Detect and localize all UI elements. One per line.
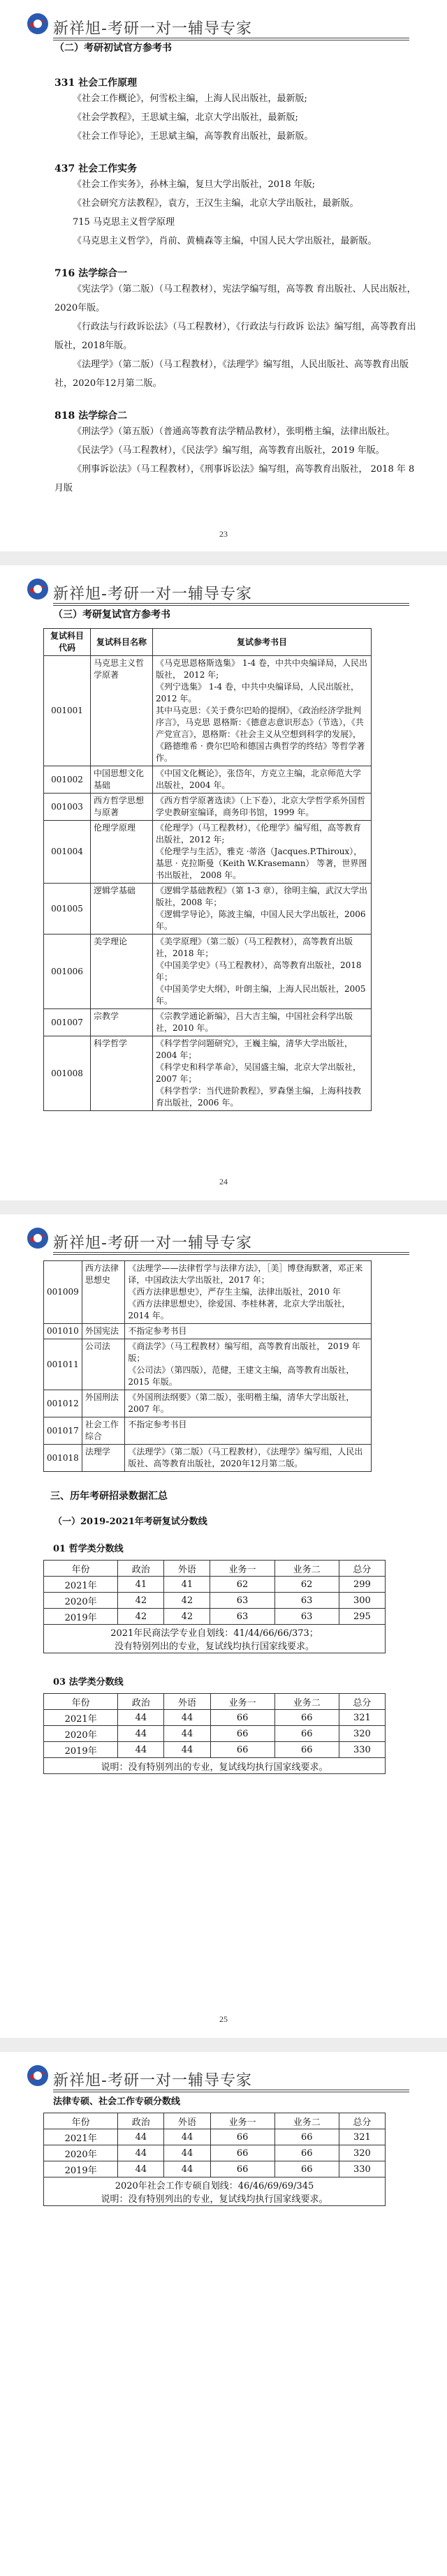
table-row	[44, 2145, 386, 2161]
table-cell: 321	[339, 1710, 385, 1726]
table-cell: 44	[164, 2129, 210, 2145]
table-cell: 66	[210, 1710, 274, 1726]
table-row	[44, 1577, 386, 1593]
table-header: 总分	[339, 2113, 385, 2129]
table-row	[44, 1726, 386, 1742]
subject-code: 001011	[44, 1339, 82, 1390]
table-cell: 63	[210, 1609, 274, 1625]
table-header: 复试科目名称	[91, 629, 153, 656]
table-cell: 320	[339, 2145, 385, 2161]
table-notes-row	[44, 1758, 386, 1774]
table-cell: 44	[118, 1726, 164, 1742]
subject-title: 716 法学综合一	[54, 268, 128, 279]
table-header: 政治	[118, 1561, 164, 1577]
law-score-table	[43, 1693, 386, 1774]
subject-code: 001009	[44, 1261, 82, 1324]
page-26-content	[43, 2094, 393, 2206]
table-title: 01 哲学类分数线	[53, 1544, 124, 1554]
table-row	[44, 1445, 372, 1472]
table-row	[44, 1742, 386, 1758]
header-rule-2	[53, 605, 409, 606]
subject-name: 中国思想文化基础	[91, 766, 153, 794]
table-row	[44, 794, 372, 821]
table-header: 总分	[339, 1694, 385, 1710]
table-cell: 62	[274, 1577, 339, 1593]
page-header	[0, 1214, 447, 1263]
subject-code: 001005	[44, 884, 91, 935]
table-notes-row	[44, 2177, 386, 2206]
table-cell: 299	[339, 1577, 385, 1593]
table-cell: 42	[164, 1593, 210, 1609]
table-cell: 42	[118, 1593, 164, 1609]
subject-name: 科学哲学	[91, 1036, 153, 1111]
table-cell: 2021年	[44, 1577, 118, 1593]
reference-books: 不指定参考书目	[125, 1417, 372, 1445]
table-cell: 66	[274, 1742, 339, 1758]
ref-line: 715 马克思主义哲学原理	[73, 217, 175, 228]
table-cell: 63	[274, 1609, 339, 1625]
subject-code: 001002	[44, 766, 91, 794]
table-header: 复试科目代码	[44, 629, 91, 656]
note-line: 2021年民商法学专业自划线：41/44/66/66/373；	[110, 1628, 318, 1639]
table-cell: 2020年	[44, 1593, 118, 1609]
table-row	[44, 884, 372, 935]
table-cell: 66	[210, 1726, 274, 1742]
table-cell: 44	[164, 2161, 210, 2177]
table-cell: 66	[274, 1726, 339, 1742]
philosophy-score-table	[43, 1560, 386, 1653]
ref-line: 《社会工作实务》，孙林主编，复旦大学出版社，2018 年版;	[73, 179, 316, 190]
table-cell: 2020年	[44, 2145, 118, 2161]
table-cell: 2020年	[44, 1726, 118, 1742]
brand-logo-icon	[27, 13, 49, 35]
page-25-content	[43, 1260, 393, 1774]
table-row	[44, 1390, 372, 1417]
page-23	[0, 0, 447, 551]
table-cell: 44	[164, 1726, 210, 1742]
subject-name: 外国宪法	[82, 1324, 125, 1339]
page-number: 23	[219, 529, 228, 539]
reference-books: 《商法学》（马工程教材）编写组，高等教育出版社， 2019 年版； 《公司法》（第四版），范健，王建文主编，高等教育出版社，2015 年版。	[125, 1339, 372, 1390]
table-row	[44, 1324, 372, 1339]
note-line: 说明：没有特别列出的专业，复试线均执行国家线要求。	[101, 2194, 328, 2205]
table-header: 外语	[164, 1561, 210, 1577]
ref-line: 《刑法学》（第五版）（普通高等教育法学精品教材），张明楷主编，法律出版社。	[73, 426, 395, 437]
table-header: 外语	[164, 1694, 210, 1710]
table-cell: 300	[339, 1593, 385, 1609]
table-cell: 62	[210, 1577, 274, 1593]
ref-line: 《宪法学》（第二版）（马工程教材），宪法学编写组，高等教 育出版社、人民出版社，2020年版。	[54, 284, 416, 313]
subject-name: 公司法	[82, 1339, 125, 1390]
brand-name: 新祥旭-考研一对一辅导专家	[53, 20, 252, 38]
ref-line: 《社会工作概论》，何雪松主编，上海人民出版社，最新版;	[73, 94, 307, 104]
header-rule	[53, 1252, 409, 1253]
subject-name: 外国刑法	[82, 1390, 125, 1417]
brand-name: 新祥旭-考研一对一辅导专家	[53, 586, 252, 603]
reference-books: 《逻辑学基础教程》（第 1-3 章），徐明主编，武汉大学出版社，2008 年； 《逻辑学导论》，陈波主编，中国人民大学出版社，2006 年。	[153, 884, 372, 935]
subject-name: 伦理学原理	[91, 821, 153, 884]
subject-name: 马克思主义哲学原著	[91, 656, 153, 766]
table-title: 03 法学类分数线	[53, 1677, 124, 1688]
table-cell: 63	[274, 1593, 339, 1609]
ref-line: 《社会学教程》，王思斌主编，北京大学出版社，最新版;	[73, 112, 298, 123]
table-row	[44, 2129, 386, 2145]
table-header: 年份	[44, 1561, 118, 1577]
table-row	[44, 935, 372, 1009]
table-cell: 66	[210, 2129, 274, 2145]
reference-books: 《宗教学通论新编》，吕大吉主编，中国社会科学出版社，2010 年。	[153, 1009, 372, 1036]
ref-line: 《刑事诉讼法》（马工程教材），《刑事诉讼法》编写组，高等教育出版社， 2018 年 8 月版	[54, 464, 415, 493]
table-cell: 330	[339, 1742, 385, 1758]
table-cell: 66	[210, 1742, 274, 1758]
table-cell: 44	[118, 2161, 164, 2177]
table-cell: 330	[339, 2161, 385, 2177]
table-header: 政治	[118, 2113, 164, 2129]
ref-line: 《法理学》（第二版）（马工程教材），《法理学》编写组，人民出版社、高等教育出版社，2020年12月第二版。	[54, 359, 409, 389]
table-row	[44, 1710, 386, 1726]
table-cell: 42	[118, 1609, 164, 1625]
table-cell: 2021年	[44, 2129, 118, 2145]
reference-books: 《外国刑法纲要》（第二版），张明楷主编，清华大学出版社，2007 年。	[125, 1390, 372, 1417]
subject-title: 437 社会工作实务	[54, 163, 138, 174]
subject-name: 逻辑学基础	[91, 884, 153, 935]
table-cell: 66	[274, 2145, 339, 2161]
ref-line: 《社会工作导论》，王思斌主编，高等教育出版社，最新版。	[73, 131, 314, 142]
reference-books: 《西方哲学原著选读》（上下卷），北京大学哲学系外国哲学史教研室编译，商务印书馆，1999 年。	[153, 794, 372, 821]
page-24	[0, 565, 447, 1200]
subject-code: 001007	[44, 1009, 91, 1036]
reference-books: 《美学原理》（第二版）（马工程教材），高等教育出版社，2018 年； 《中国美学史》（马工程教材），高等教育出版社，2018 年； 《中国美学史大纲》，叶朗主编，上海人民出版社，2005 年。	[153, 935, 372, 1009]
table-header: 业务一	[210, 1561, 274, 1577]
brand-name: 新祥旭-考研一对一辅导专家	[53, 2072, 252, 2090]
ref-line: 《民法学》（马工程教材），《民法学》编写组，高等教育出版社，2019 年版。	[73, 445, 385, 456]
header-rule	[53, 603, 409, 604]
reference-books: 《科学哲学问题研究》，王巍主编，清华大学出版社，2004 年； 《科学史和科学革命》，吴国盛主编，北京大学出版社，2007 年； 《科学哲学：当代进阶教程》，罗森堡主编，上海科技教育出版社，2006 年。	[153, 1036, 372, 1111]
table-header: 复试参考书目	[153, 629, 372, 656]
table-row	[44, 1009, 372, 1036]
reference-books: 《中国文化概论》，张岱年，方克立主编，北京师范大学出版社，2004 年。	[153, 766, 372, 794]
subject-code: 001012	[44, 1390, 82, 1417]
subject-title: 331 社会工作原理	[54, 77, 138, 89]
page-24-content	[43, 607, 379, 1111]
table-cell: 41	[118, 1577, 164, 1593]
table-row	[44, 1036, 372, 1111]
table-row	[44, 821, 372, 884]
table-header-row	[44, 1694, 386, 1710]
header-rule-2	[53, 1254, 409, 1255]
table-note	[44, 2177, 386, 2206]
table-cell: 44	[118, 1742, 164, 1758]
table-cell: 66	[210, 2145, 274, 2161]
subject-code: 001006	[44, 935, 91, 1009]
table-cell: 44	[164, 1710, 210, 1726]
subject-code: 001003	[44, 794, 91, 821]
table-header: 业务二	[274, 1561, 339, 1577]
subject-name: 宗教学	[91, 1009, 153, 1036]
table-cell: 66	[274, 1710, 339, 1726]
subject-name: 西方法律思想史	[82, 1261, 125, 1324]
ref-line: 《马克思主义哲学》，肖前、黄楠森等主编，中国人民大学出版社，最新版。	[73, 236, 377, 246]
table-header: 年份	[44, 2113, 118, 2129]
table-notes-row	[44, 1625, 386, 1653]
sub-title: （一）2019-2021年考研复试分数线	[53, 1517, 207, 1527]
page-23-content	[54, 40, 418, 498]
table-header: 年份	[44, 1694, 118, 1710]
retest-books-table-cont	[43, 1260, 372, 1472]
ref-line: 《行政法与行政诉讼法》（马工程教材），《行政法与行政诉 讼法》编写组，高等教育出版社，2018年版。	[54, 322, 416, 351]
table-cell: 66	[274, 2129, 339, 2145]
table-cell: 2019年	[44, 1742, 118, 1758]
reference-books: 《法理学——法律哲学与法律方法》，［美］博登海默著，邓正来译，中国政法大学出版社，2017 年； 《西方法律思想史》，严存生主编，法律出版社，2010 年 《西方法律思想史》，徐爱国、李桂林著，北京大学出版社，2014 年。	[125, 1261, 372, 1324]
table-cell: 2019年	[44, 1609, 118, 1625]
note-line: 没有特别列出的专业，复试线均执行国家线要求。	[114, 1641, 314, 1652]
table-header: 外语	[164, 2113, 210, 2129]
table-cell: 66	[274, 2161, 339, 2177]
table-cell: 2019年	[44, 2161, 118, 2177]
table-row	[44, 766, 372, 794]
table-title: 法律专硕、社会工作专硕分数线	[53, 2097, 181, 2107]
table-cell: 295	[339, 1609, 385, 1625]
brand-logo-icon	[27, 2064, 49, 2087]
table-row	[44, 656, 372, 766]
subject-name: 西方哲学思想与原著	[91, 794, 153, 821]
table-header-row	[44, 2113, 386, 2129]
ref-line: 《社会研究方法教程》，袁方，王汉生主编，北京大学出版社，最新版。	[73, 198, 359, 209]
table-cell: 44	[118, 2145, 164, 2161]
brand-name: 新祥旭-考研一对一辅导专家	[53, 1235, 252, 1252]
table-row	[44, 1593, 386, 1609]
table-note	[44, 1625, 386, 1653]
subject-code: 001018	[44, 1445, 82, 1472]
subject-name: 美学理论	[91, 935, 153, 1009]
subject-name: 社会工作综合	[82, 1417, 125, 1445]
page-25	[0, 1214, 447, 2038]
page-26	[0, 2052, 447, 2576]
table-note	[44, 1758, 386, 1774]
page-number: 24	[219, 1177, 228, 1186]
table-cell: 321	[339, 2129, 385, 2145]
table-cell: 44	[118, 1710, 164, 1726]
table-cell: 41	[164, 1577, 210, 1593]
table-cell: 2021年	[44, 1710, 118, 1726]
table-header: 业务二	[274, 1694, 339, 1710]
table-cell: 44	[164, 1742, 210, 1758]
subject-code: 001010	[44, 1324, 82, 1339]
table-header: 总分	[339, 1561, 385, 1577]
page-number: 25	[219, 2014, 228, 2024]
subject-code: 001004	[44, 821, 91, 884]
subject-code: 001017	[44, 1417, 82, 1445]
brand-logo-icon	[27, 578, 49, 600]
reference-books: 《马克思恩格斯选集》 1-4 卷，中共中央编译局，人民出版社， 2012 年; 《列宁选集》 1-4 卷，中共中央编译局，人民出版社，2012 年。 其中马克思：《关于费尔巴哈的提纲》，《政治经济学批判序言》，马克思 恩格斯：《德意志意识形态》（节选），《共产党宣言》，恩格斯：《社会主义从空想到科学的发展》，《路德维希 · 费尔巴哈和德国古典哲学的终结》等哲学著作。	[153, 656, 372, 766]
section-title: （三）考研复试官方参考书	[53, 609, 170, 620]
table-header: 业务一	[210, 2113, 274, 2129]
subject-name: 法理学	[82, 1445, 125, 1472]
note-line: 说明：没有特别列出的专业，复试线均执行国家线要求。	[101, 1762, 328, 1773]
table-header: 业务二	[274, 2113, 339, 2129]
reference-books: 不指定参考书目	[125, 1324, 372, 1339]
subject-code: 001001	[44, 656, 91, 766]
table-cell: 66	[210, 2161, 274, 2177]
table-cell: 320	[339, 1726, 385, 1742]
table-row	[44, 2161, 386, 2177]
section-title: （二）考研初试官方参考书	[54, 43, 172, 54]
subject-code: 001008	[44, 1036, 91, 1111]
section-title: 三、历年考研招录数据汇总	[50, 1491, 168, 1502]
table-row	[44, 1609, 386, 1625]
reference-books: 《法理学》（第二版）（马工程教材），《法理学》编写组，人民出版社、高等教育出版社，2020年12月第二版。	[125, 1445, 372, 1472]
table-row	[44, 1417, 372, 1445]
note-line: 2020年社会工作专硕自划线：46/46/69/69/345	[115, 2181, 314, 2191]
table-cell: 44	[118, 2129, 164, 2145]
table-header: 业务一	[210, 1694, 274, 1710]
subject-title: 818 法学综合二	[54, 410, 128, 422]
table-header-row	[44, 1561, 386, 1577]
table-header: 政治	[118, 1694, 164, 1710]
master-score-table	[43, 2113, 386, 2206]
retest-books-table	[43, 628, 372, 1111]
table-row	[44, 1339, 372, 1390]
reference-books: 《伦理学》（马工程教材），《伦理学》编写组，高等教育出版社，2012 年; 《伦理学与生活》，雅克 ·蒂洛（Jacques.P.Thiroux），基思 · 克拉斯曼（Keith W.Krasemann） 等著，世界图书出版社， 2008 年。	[153, 821, 372, 884]
table-row	[44, 1261, 372, 1324]
table-cell: 63	[210, 1593, 274, 1609]
table-cell: 44	[164, 2145, 210, 2161]
table-cell: 42	[164, 1609, 210, 1625]
brand-logo-icon	[27, 1227, 49, 1249]
